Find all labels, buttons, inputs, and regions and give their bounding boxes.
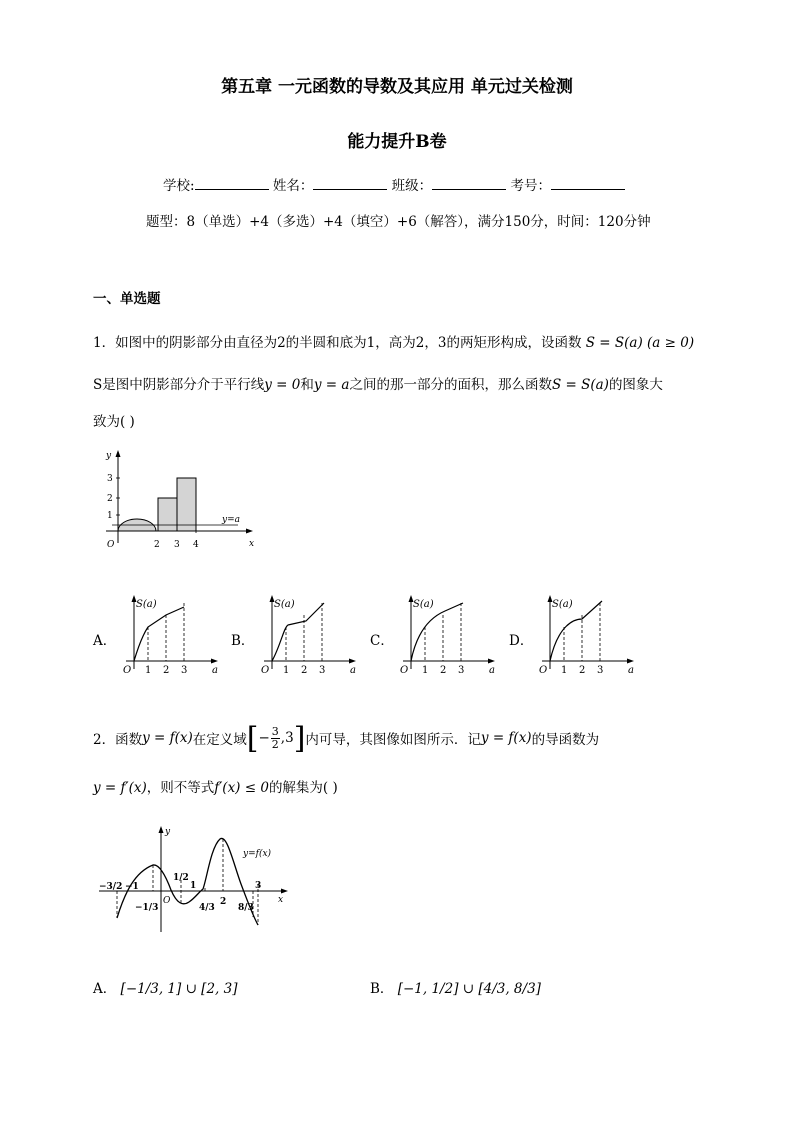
exam-info: 题型：8（单选）+4（多选）+4（填空）+6（解答），满分150分，时间：120分钟 [146, 214, 651, 230]
q1-rect-2 [158, 498, 177, 531]
q1-xtick-3: 3 [174, 540, 180, 550]
q2-text-1c: 内可导，其图像如图所示．记 [305, 732, 481, 748]
q1-ytick-3: 3 [107, 474, 113, 484]
graph-tick-2: 2 [301, 665, 308, 676]
graph-tick-2: 2 [163, 665, 170, 676]
q1-math-2a: y = 0 [264, 377, 301, 393]
q1-text-2b: 和 [300, 377, 314, 393]
page-subtitle: 能力提升B卷 [347, 132, 447, 152]
q2-label-o: O [163, 896, 171, 906]
graph-label-s: S(a) [274, 599, 295, 610]
q2-option-b-label: B． [370, 981, 394, 997]
q1-rect-3 [177, 478, 196, 531]
q2-text-1b: 在定义域 [192, 732, 247, 748]
q2-label-two: 2 [220, 897, 227, 907]
q2-line1 [93, 716, 599, 760]
info-fields [163, 174, 625, 194]
graph-label-a: a [628, 665, 634, 676]
field-id-blank[interactable] [551, 175, 625, 190]
q1-y-arrow [116, 450, 121, 457]
q1-label-x: x [249, 539, 255, 549]
q2-line2 [93, 776, 338, 796]
q2-math-2a: y = f′(x) [93, 780, 147, 796]
q1-option-label-b[interactable]: B． [231, 633, 255, 649]
q2-text-2a: ，则不等式 [146, 780, 215, 796]
graph-label-a: a [489, 665, 495, 676]
q1-option-label-c[interactable]: C． [370, 633, 394, 649]
q2-option-a-value: [−1/3, 1] ∪ [2, 3] [120, 981, 238, 997]
q2-domain-frac: $\frac{3}{2}$ [271, 724, 279, 751]
q2-label-half: 1/2 [173, 873, 189, 883]
q2-label-four-third: 4/3 [199, 903, 215, 913]
q2-math-2b: f′(x) ≤ 0 [214, 780, 269, 796]
graph-curve [411, 603, 463, 661]
q1-option-graph-d [534, 593, 644, 683]
graph-tick-1: 1 [145, 665, 152, 676]
graph-label-o: O [123, 665, 132, 676]
q2-domain-minus: − [258, 730, 270, 746]
q1-option-graph-c [395, 593, 505, 683]
q2-label-eight-third: 8/3 [238, 903, 254, 913]
graph-curve [272, 603, 324, 661]
q2-domain-bracket-left: [ [246, 720, 259, 756]
graph-tick-3: 3 [458, 665, 465, 676]
q2-option-a[interactable] [93, 977, 237, 997]
q1-math-2c: S = S(a) [551, 377, 609, 393]
q1-line3: 致为( ) [93, 414, 135, 430]
q1-line1 [93, 331, 694, 351]
field-class-blank[interactable] [432, 175, 506, 190]
q1-option-graph-b [256, 593, 366, 683]
q1-xtick-4: 4 [193, 540, 199, 550]
q2-label-y: y [165, 827, 171, 837]
q1-ytick-1: 1 [107, 511, 113, 521]
graph-label-o: O [400, 665, 409, 676]
q1-figure [98, 448, 258, 554]
graph-tick-3: 3 [181, 665, 188, 676]
q2-label-one: 1 [190, 881, 197, 891]
q1-text-2c: 之间的那一部分的面积，那么函数 [349, 377, 552, 393]
q2-label-neg-third: −1/3 [135, 903, 159, 913]
q2-text-1d: 的导函数为 [531, 732, 600, 748]
q1-math-1: S = S(a) (a ≥ 0) [585, 335, 695, 351]
q1-text-1: 1．如图中的阴影部分由直径为2的半圆和底为1，高为2，3的两矩形构成，设函数 [93, 335, 582, 351]
q2-figure [95, 822, 295, 934]
field-name-blank[interactable] [313, 175, 387, 190]
q1-math-2b: y = a [313, 377, 350, 393]
graph-label-o: O [539, 665, 548, 676]
q2-label-curve: y=f(x) [243, 849, 272, 859]
graph-tick-3: 3 [597, 665, 604, 676]
q1-option-label-a[interactable]: A． [93, 633, 117, 649]
q2-math-1a: y = f(x) [142, 730, 193, 746]
q2-text-1a: 2．函数 [93, 732, 143, 748]
graph-label-s: S(a) [413, 599, 434, 610]
graph-tick-2: 2 [579, 665, 586, 676]
q2-math-1b: y = f(x) [480, 730, 532, 746]
q2-domain-right: ,3 [280, 730, 294, 746]
graph-tick-3: 3 [319, 665, 326, 676]
q2-label-neg-three-half: −3/2 [99, 882, 123, 892]
q2-label-neg-one: −1 [125, 882, 139, 892]
graph-tick-1: 1 [283, 665, 290, 676]
field-class-label: 班级： [391, 178, 433, 194]
field-school-label: 学校: [163, 178, 195, 194]
q1-option-label-d[interactable]: D． [509, 633, 534, 649]
q2-label-three: 3 [255, 881, 262, 891]
graph-tick-2: 2 [440, 665, 447, 676]
graph-curve [550, 601, 602, 661]
graph-curve [134, 607, 184, 661]
graph-label-s: S(a) [552, 599, 573, 610]
q2-option-b[interactable] [370, 977, 541, 997]
q1-label-y: y [106, 451, 112, 461]
q2-domain-bracket-right: ] [293, 720, 306, 756]
q1-ytick-2: 2 [107, 494, 113, 504]
graph-tick-1: 1 [561, 665, 568, 676]
q2-text-2b: 的解集为( ) [268, 780, 338, 796]
q1-line2 [93, 373, 663, 393]
q1-text-2d: 的图象大 [608, 377, 663, 393]
graph-label-o: O [261, 665, 270, 676]
field-school-blank[interactable] [195, 175, 269, 190]
field-name-label: 姓名： [272, 178, 314, 194]
q2-label-x: x [278, 895, 284, 905]
q1-x-arrow [246, 529, 253, 534]
q1-xtick-2: 2 [154, 540, 160, 550]
graph-label-a: a [212, 665, 218, 676]
graph-label-s: S(a) [136, 599, 157, 610]
q1-label-ya: y=a [222, 515, 240, 525]
q2-option-b-value: [−1, 1/2] ∪ [4/3, 8/3] [397, 981, 541, 997]
q1-label-o: O [107, 540, 115, 550]
section-heading: 一、单选题 [93, 291, 161, 307]
q2-option-a-label: A． [93, 981, 117, 997]
field-id-label: 考号： [510, 178, 551, 194]
graph-tick-1: 1 [422, 665, 429, 676]
page-title: 第五章 一元函数的导数及其应用 单元过关检测 [221, 77, 573, 97]
q1-option-graph-a [118, 593, 228, 683]
graph-label-a: a [350, 665, 356, 676]
q1-text-2a: S是图中阴影部分介于平行线 [93, 377, 265, 393]
